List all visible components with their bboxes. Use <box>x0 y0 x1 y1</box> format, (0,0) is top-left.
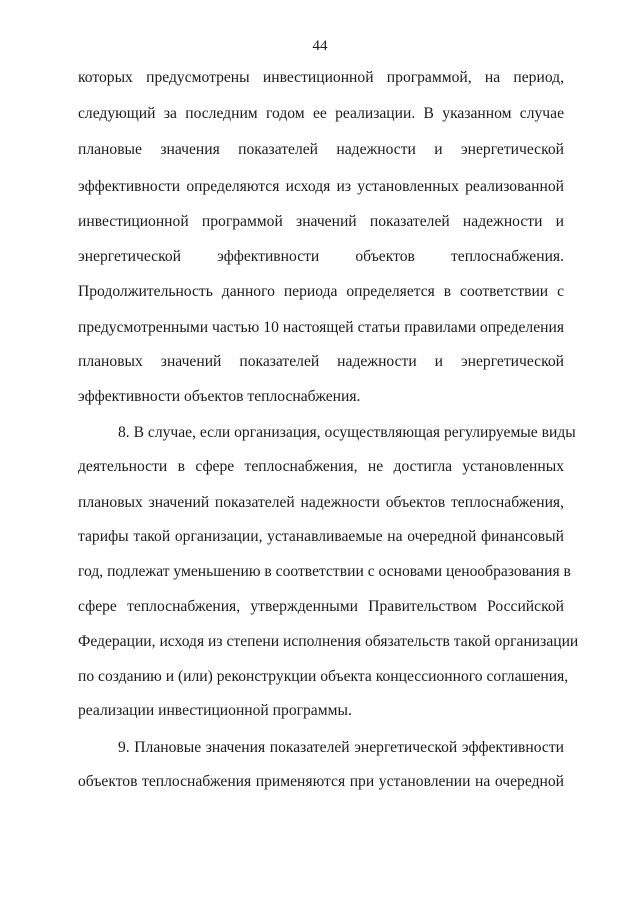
text-line: год, подлежат уменьшению в соответствии с основами ценообразования в <box>78 563 571 580</box>
text-line: Продолжительность данного периода определяется в соответствии с <box>78 283 564 300</box>
text-line: деятельности в сфере теплоснабжения, не достигла установленных <box>78 458 564 475</box>
text-line: по созданию и (или) реконструкции объекта концессионного соглашения, <box>78 668 569 685</box>
text-line: реализации инвестиционной программы. <box>78 702 352 719</box>
text-line: которых предусмотрены инвестиционной программой, на период, <box>78 69 564 86</box>
text-line: энергетической эффективности объектов теплоснабжения. <box>78 248 564 265</box>
text-line: объектов теплоснабжения применяются при установлении на очередной <box>78 773 564 790</box>
text-line: следующий за последним годом ее реализации. В указанном случае <box>78 105 564 122</box>
text-line: предусмотренными частью 10 настоящей статьи правилами определения <box>78 319 564 336</box>
text-line: эффективности определяются исходя из установленных реализованной <box>78 178 564 195</box>
paragraph-8-start: 8. В случае, если организация, осуществляющая регулируемые виды <box>118 424 576 441</box>
text-line: плановых значений показателей надежности и энергетической <box>78 353 564 370</box>
text-line: плановых значений показателей надежности объектов теплоснабжения, <box>78 494 564 511</box>
paragraph-9-start: 9. Плановые значения показателей энергетической эффективности <box>118 739 564 756</box>
text-line: сфере теплоснабжения, утвержденными Правительством Российской <box>78 598 564 615</box>
page-number: 44 <box>312 38 328 54</box>
text-line: инвестиционной программой значений показателей надежности и <box>78 213 564 230</box>
text-line: эффективности объектов теплоснабжения. <box>78 388 361 405</box>
text-line: плановые значения показателей надежности и энергетической <box>78 141 564 158</box>
text-line: тарифы такой организации, устанавливаемые на очередной финансовый <box>78 528 564 545</box>
text-line: Федерации, исходя из степени исполнения обязательств такой организации <box>78 633 579 650</box>
